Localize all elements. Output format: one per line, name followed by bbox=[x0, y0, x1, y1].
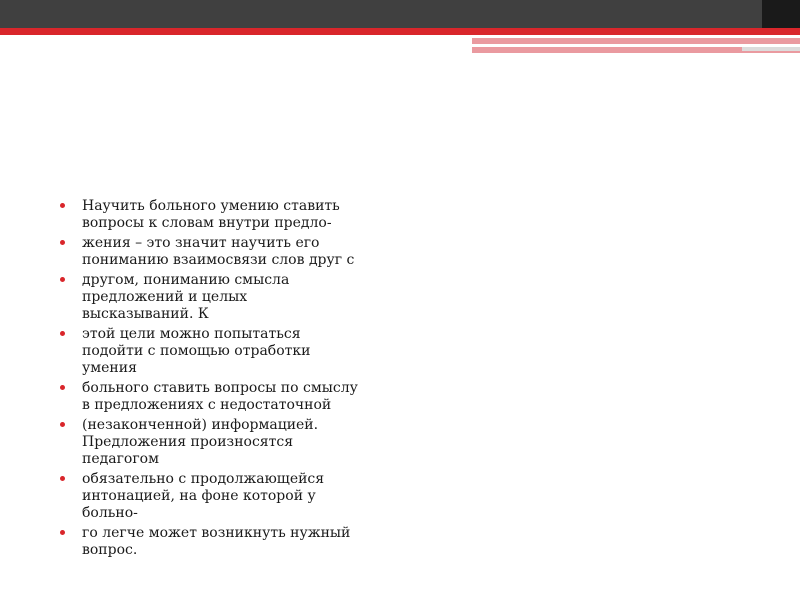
list-item bbox=[60, 235, 400, 269]
list-item bbox=[60, 380, 400, 414]
bullet-dot-icon bbox=[60, 331, 65, 336]
list-item-text: обязательно с продолжающейся интонацией, на фоне которой у больно- bbox=[82, 471, 325, 521]
list-item bbox=[60, 417, 400, 468]
bullet-dot-icon bbox=[60, 277, 65, 282]
bullet-dot-icon bbox=[60, 385, 65, 390]
list-item bbox=[60, 326, 400, 377]
bullet-dot-icon bbox=[60, 422, 65, 427]
header-corner-accent bbox=[762, 0, 800, 28]
list-item bbox=[60, 525, 400, 559]
list-item bbox=[60, 471, 400, 522]
bullet-list bbox=[60, 198, 400, 559]
list-item-text: этой цели можно попытаться подойти с помощью отработки умения bbox=[82, 326, 311, 376]
header-bar bbox=[0, 0, 800, 28]
bullet-dot-icon bbox=[60, 530, 65, 535]
list-item bbox=[60, 272, 400, 323]
list-item bbox=[60, 198, 400, 232]
header-accent-stripe bbox=[0, 28, 800, 35]
bullet-dot-icon bbox=[60, 203, 65, 208]
list-item-text: (незаконченной) информацией. Предложения произносятся педагогом bbox=[82, 417, 319, 467]
slide-body bbox=[60, 198, 400, 562]
list-item-text: больного ставить вопросы по смыслу в предложениях с недостаточной bbox=[82, 380, 358, 413]
list-item-text: жения – это значит научить его пониманию взаимосвязи слов друг с bbox=[82, 235, 355, 268]
list-item-text: другом, пониманию смысла предложений и целых высказываний. К bbox=[82, 272, 290, 322]
list-item-text: Научить больного умению ставить вопросы к словам внутри предло- bbox=[82, 198, 340, 231]
list-item-text: го легче может возникнуть нужный вопрос. bbox=[82, 525, 351, 558]
bullet-dot-icon bbox=[60, 476, 65, 481]
header-pink-stripe bbox=[472, 38, 800, 44]
bullet-dot-icon bbox=[60, 240, 65, 245]
header-gray-accent bbox=[742, 47, 800, 51]
